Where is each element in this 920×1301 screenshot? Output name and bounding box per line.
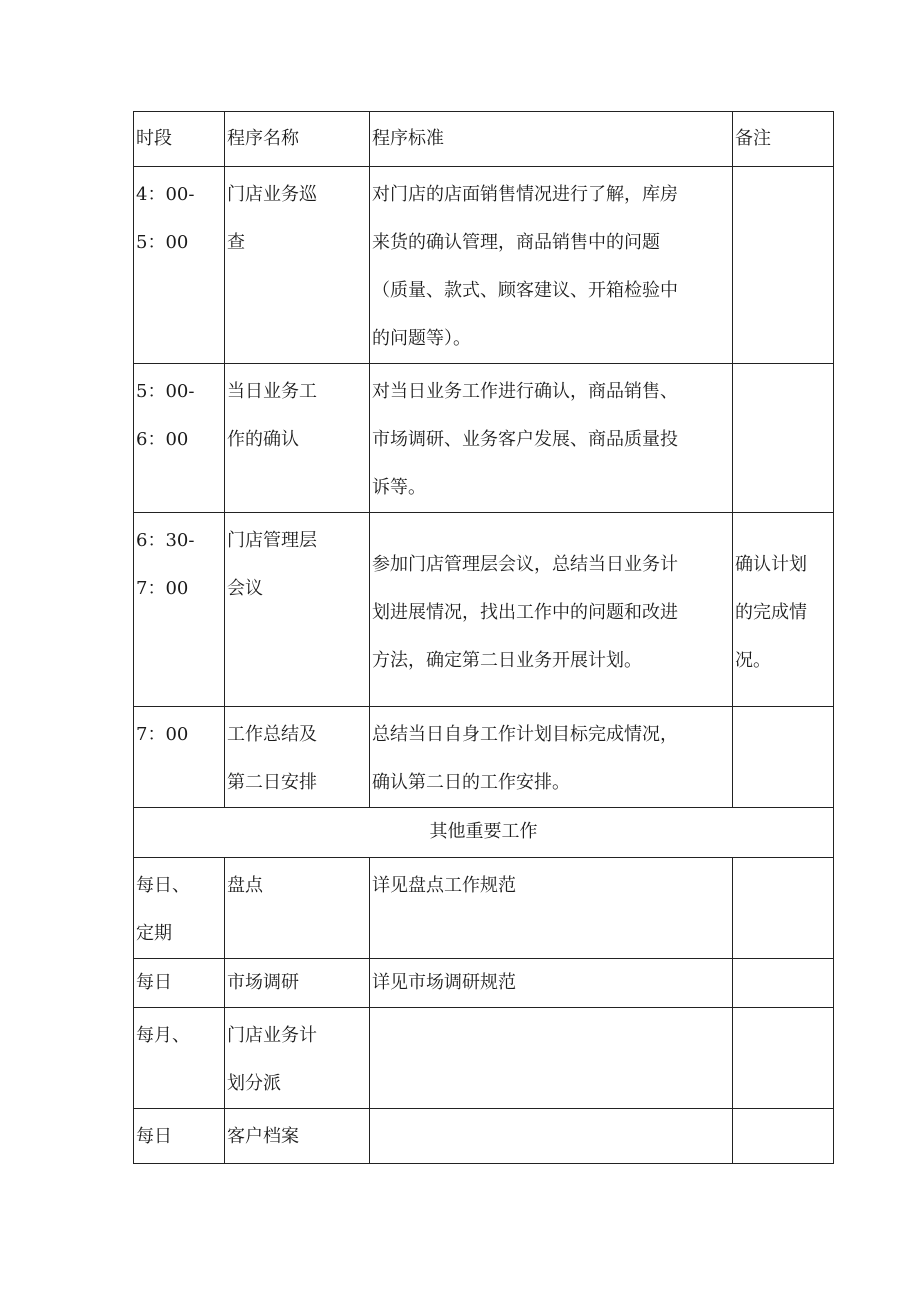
name-cell xyxy=(225,707,370,808)
standard-line: 来货的确认管理，商品销售中的问题 xyxy=(372,232,660,253)
time-cell xyxy=(134,1109,225,1164)
standard-cell xyxy=(370,364,733,513)
note-line: 的完成情 xyxy=(735,602,807,623)
standard-line: 总结当日自身工作计划目标完成情况， xyxy=(372,724,678,745)
standard-cell xyxy=(370,513,733,707)
time-cell xyxy=(134,1008,225,1109)
time-line: 5：00- xyxy=(136,381,195,402)
time-line: 每日、 xyxy=(136,875,190,896)
standard-line: 对门店的店面销售情况进行了解，库房 xyxy=(372,184,678,205)
time-cell xyxy=(134,959,225,1008)
table-row xyxy=(134,858,834,959)
section-title: 其他重要工作 xyxy=(134,808,834,858)
name-cell xyxy=(225,959,370,1008)
name-cell xyxy=(225,1008,370,1109)
standard-cell xyxy=(370,167,733,364)
time-cell xyxy=(134,858,225,959)
name-line: 盘点 xyxy=(227,875,263,896)
name-line: 客户档案 xyxy=(227,1126,299,1147)
standard-line: 方法，确定第二日业务开展计划。 xyxy=(372,650,642,671)
time-cell xyxy=(134,364,225,513)
note-line: 确认计划 xyxy=(735,554,807,575)
standard-line: 对当日业务工作进行确认，商品销售、 xyxy=(372,381,678,402)
name-line: 市场调研 xyxy=(227,972,299,993)
time-line: 每月、 xyxy=(136,1025,190,1046)
standard-line: （质量、款式、顾客建议、开箱检验中 xyxy=(372,280,678,301)
standard-line: 参加门店管理层会议，总结当日业务计 xyxy=(372,554,678,575)
name-line: 门店管理层 xyxy=(227,530,317,551)
table-row xyxy=(134,707,834,808)
header-name: 程序名称 xyxy=(225,112,370,167)
header-note: 备注 xyxy=(733,112,834,167)
table-row xyxy=(134,1008,834,1109)
standard-line: 诉等。 xyxy=(372,477,426,498)
note-cell xyxy=(733,707,834,808)
name-line: 作的确认 xyxy=(227,429,299,450)
standard-cell xyxy=(370,1109,733,1164)
name-line: 会议 xyxy=(227,578,263,599)
standard-cell xyxy=(370,707,733,808)
standard-cell xyxy=(370,1008,733,1109)
standard-line: 详见市场调研规范 xyxy=(372,972,516,993)
name-line: 当日业务工 xyxy=(227,381,317,402)
standard-line: 市场调研、业务客户发展、商品质量投 xyxy=(372,429,678,450)
table-row xyxy=(134,364,834,513)
time-line: 6：30- xyxy=(136,530,195,551)
schedule-table xyxy=(133,111,834,1164)
name-cell xyxy=(225,167,370,364)
table-row xyxy=(134,959,834,1008)
standard-line: 详见盘点工作规范 xyxy=(372,875,516,896)
name-line: 划分派 xyxy=(227,1073,281,1094)
name-cell xyxy=(225,858,370,959)
time-cell xyxy=(134,707,225,808)
time-line: 6：00 xyxy=(136,429,189,450)
time-line: 5：00 xyxy=(136,232,189,253)
standard-line: 的问题等）。 xyxy=(372,328,471,349)
standard-cell xyxy=(370,959,733,1008)
section-row xyxy=(134,808,834,858)
table-row xyxy=(134,513,834,707)
note-cell xyxy=(733,364,834,513)
header-time: 时段 xyxy=(134,112,225,167)
time-cell xyxy=(134,513,225,707)
time-line: 每日 xyxy=(136,972,172,993)
standard-cell xyxy=(370,858,733,959)
note-cell xyxy=(733,858,834,959)
note-line: 况。 xyxy=(735,650,771,671)
header-row xyxy=(134,112,834,167)
table-row xyxy=(134,1109,834,1164)
time-line: 定期 xyxy=(136,923,172,944)
note-cell xyxy=(733,1109,834,1164)
note-cell xyxy=(733,513,834,707)
standard-line: 划进展情况，找出工作中的问题和改进 xyxy=(372,602,678,623)
time-line: 4：00- xyxy=(136,184,195,205)
name-line: 门店业务计 xyxy=(227,1025,317,1046)
note-cell xyxy=(733,959,834,1008)
standard-line: 确认第二日的工作安排。 xyxy=(372,772,570,793)
name-cell xyxy=(225,364,370,513)
name-cell xyxy=(225,1109,370,1164)
name-line: 门店业务巡 xyxy=(227,184,317,205)
header-standard: 程序标准 xyxy=(370,112,733,167)
time-line: 7：00 xyxy=(136,724,189,745)
time-line: 每日 xyxy=(136,1126,172,1147)
name-line: 第二日安排 xyxy=(227,772,317,793)
time-cell xyxy=(134,167,225,364)
name-line: 查 xyxy=(227,232,245,253)
time-line: 7：00 xyxy=(136,578,189,599)
name-line: 工作总结及 xyxy=(227,724,317,745)
note-cell xyxy=(733,1008,834,1109)
name-cell xyxy=(225,513,370,707)
table-row xyxy=(134,167,834,364)
note-cell xyxy=(733,167,834,364)
